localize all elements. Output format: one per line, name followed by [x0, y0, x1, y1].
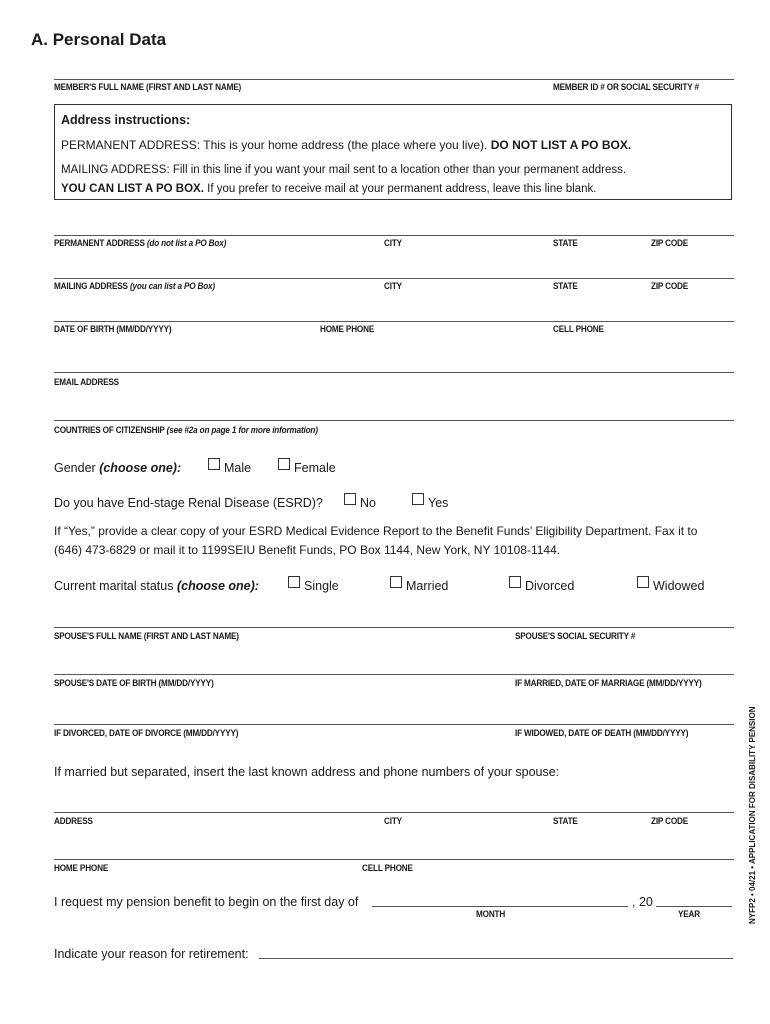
- esrd-yes-checkbox[interactable]: [412, 493, 424, 505]
- marital-single-checkbox[interactable]: [288, 576, 300, 588]
- pension-start-text: I request my pension benefit to begin on the first day of: [54, 895, 359, 909]
- section-title: A. Personal Data: [31, 30, 167, 49]
- mailing-address-label: [54, 281, 215, 292]
- spouse-city-label: CITY: [384, 816, 402, 827]
- esrd-instruction-2: (646) 473-6829 or mail it to 1199SEIU Benefit Funds, PO Box 1144, New York, NY 10108-1144.: [54, 543, 561, 557]
- permanent-instruction-text: PERMANENT ADDRESS: This is your home address (the place where you live).: [61, 138, 488, 152]
- mailing-zip-label: ZIP CODE: [651, 281, 689, 292]
- marital-widowed-checkbox[interactable]: [637, 576, 649, 588]
- dob-label: DATE OF BIRTH (MM/DD/YYYY): [54, 324, 172, 335]
- member-id-label: MEMBER ID # OR SOCIAL SECURITY #: [553, 82, 699, 93]
- dob-phone-line[interactable]: [54, 321, 734, 322]
- retirement-reason-text: Indicate your reason for retirement:: [54, 947, 249, 961]
- gender-female-label: Female: [294, 461, 336, 475]
- marital-prefix: Current marital status: [54, 579, 174, 593]
- mailing-instruction-note: YOU CAN LIST A PO BOX.: [61, 183, 204, 195]
- marital-married-checkbox[interactable]: [390, 576, 402, 588]
- member-name-label: MEMBER'S FULL NAME (FIRST AND LAST NAME): [54, 82, 242, 93]
- email-line[interactable]: [54, 372, 734, 373]
- spouse-address-label: ADDRESS: [54, 816, 93, 827]
- permanent-address-note: (do not list a PO Box): [146, 238, 227, 249]
- esrd-no-label: No: [360, 496, 376, 510]
- marital-choose-hint: (choose one):: [176, 579, 259, 593]
- email-label: EMAIL ADDRESS: [54, 377, 119, 388]
- spouse-cell-phone-label: CELL PHONE: [362, 863, 413, 874]
- citizenship-label-text: COUNTRIES OF CITIZENSHIP: [54, 425, 165, 436]
- retirement-reason-field[interactable]: [259, 958, 733, 959]
- permanent-address-label: [54, 238, 226, 249]
- spouse-home-phone-label: HOME PHONE: [54, 863, 109, 874]
- mailing-city-label: CITY: [384, 281, 402, 292]
- pension-month-label: MONTH: [476, 909, 506, 920]
- address-instructions-box: [54, 104, 732, 200]
- mailing-address-instruction-2: [61, 183, 596, 195]
- citizenship-note: (see #2a on page 1 for more information): [166, 425, 318, 436]
- gender-male-label: Male: [224, 461, 252, 475]
- gender-question: [54, 461, 181, 475]
- esrd-yes-label: Yes: [428, 496, 449, 510]
- death-date-label: IF WIDOWED, DATE OF DEATH (MM/DD/YYYY): [515, 728, 689, 739]
- address-instructions-heading: Address instructions:: [61, 113, 191, 127]
- spouse-dob-label: SPOUSE'S DATE OF BIRTH (MM/DD/YYYY): [54, 678, 214, 689]
- marital-married-label: Married: [406, 579, 449, 593]
- permanent-city-label: CITY: [384, 238, 402, 249]
- permanent-address-line[interactable]: [54, 235, 734, 236]
- form-id-side-label: NYFP2 • 04/21 • APPLICATION FOR DISABILITY PENSION: [748, 706, 757, 924]
- esrd-question: Do you have End-stage Renal Disease (ESRD)?: [54, 496, 323, 510]
- spouse-name-label: SPOUSE'S FULL NAME (FIRST AND LAST NAME): [54, 631, 239, 642]
- pension-year-field[interactable]: [656, 906, 732, 907]
- permanent-address-label-text: PERMANENT ADDRESS: [54, 238, 145, 249]
- marriage-date-label: IF MARRIED, DATE OF MARRIAGE (MM/DD/YYYY): [515, 678, 702, 689]
- spouse-state-label: STATE: [553, 816, 578, 827]
- citizenship-line[interactable]: [54, 420, 734, 421]
- permanent-state-label: STATE: [553, 238, 578, 249]
- esrd-no-checkbox[interactable]: [344, 493, 356, 505]
- home-phone-label: HOME PHONE: [320, 324, 375, 335]
- mailing-state-label: STATE: [553, 281, 578, 292]
- citizenship-label: [54, 425, 318, 436]
- gender-choose-hint: (choose one):: [99, 461, 182, 475]
- gender-prefix: Gender: [54, 461, 96, 475]
- esrd-instruction-1: If “Yes,” provide a clear copy of your ESRD Medical Evidence Report to the Benefit Funds’ Eligibility Department. Fax it to: [54, 524, 698, 538]
- marital-widowed-label: Widowed: [653, 579, 705, 593]
- permanent-instruction-warning: DO NOT LIST A PO BOX.: [490, 138, 632, 152]
- pension-year-label: YEAR: [678, 909, 701, 920]
- mailing-instruction-text: If you prefer to receive mail at your permanent address, leave this line blank.: [207, 183, 597, 195]
- spouse-dob-line[interactable]: [54, 674, 734, 675]
- permanent-address-instruction: [61, 138, 631, 152]
- pension-year-prefix: , 20: [632, 895, 653, 909]
- mailing-address-line[interactable]: [54, 278, 734, 279]
- permanent-zip-label: ZIP CODE: [651, 238, 689, 249]
- separated-instruction: If married but separated, insert the last known address and phone numbers of your spouse:: [54, 765, 560, 779]
- mailing-address-note: (you can list a PO Box): [129, 281, 215, 292]
- spouse-zip-label: ZIP CODE: [651, 816, 689, 827]
- pension-month-field[interactable]: [372, 906, 628, 907]
- gender-male-checkbox[interactable]: [208, 458, 220, 470]
- marital-divorced-checkbox[interactable]: [509, 576, 521, 588]
- spouse-ssn-label: SPOUSE'S SOCIAL SECURITY #: [515, 631, 636, 642]
- spouse-address-line[interactable]: [54, 812, 734, 813]
- marital-single-label: Single: [304, 579, 339, 593]
- mailing-address-instruction: MAILING ADDRESS: Fill in this line if you want your mail sent to a location other than your permanent address.: [61, 164, 627, 176]
- gender-female-checkbox[interactable]: [278, 458, 290, 470]
- cell-phone-label: CELL PHONE: [553, 324, 604, 335]
- spouse-name-line[interactable]: [54, 627, 734, 628]
- marital-divorced-label: Divorced: [525, 579, 575, 593]
- marital-question: [54, 579, 259, 593]
- divorce-death-line[interactable]: [54, 724, 734, 725]
- spouse-phone-line[interactable]: [54, 859, 734, 860]
- mailing-address-label-text: MAILING ADDRESS: [54, 281, 128, 292]
- divorce-date-label: IF DIVORCED, DATE OF DIVORCE (MM/DD/YYYY): [54, 728, 239, 739]
- member-name-line[interactable]: [54, 79, 734, 80]
